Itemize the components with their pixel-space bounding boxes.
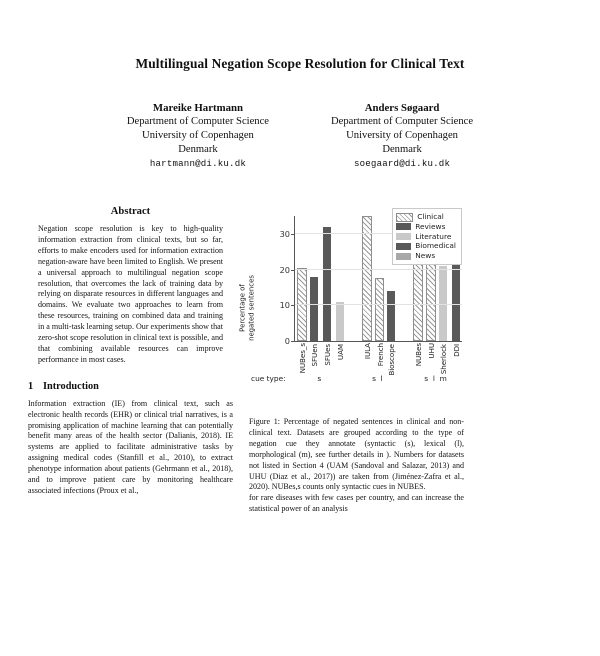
gridline [295,304,462,305]
y-axis-label: Percentage of negated sentences [238,275,255,342]
legend-label: Clinical [417,212,444,222]
cue-type-marker: s [317,374,323,384]
author-name: Anders Søgaard [364,102,440,114]
legend-item [396,251,456,261]
paper-page [0,56,600,656]
legend-swatch-icon [396,243,411,250]
legend-item [396,232,456,242]
figure-caption-text: Figure 1: Percentage of negated sentences in clinical and non-clinical text. Datasets are grouped according to the type of negation cue they annotate (syntactic (s), lexical (l), morphological (m), see further details in ). Numbers for datasets not listed in Section 4 (UAM (Sandoval and Salazar, 2013) and UHU (Diaz et al., 2017)) are taken from (Jiménez-Zafra et al., 2020). NUBes,s counts only syntactic cues in [249,417,464,492]
figure-1 [238,208,464,493]
x-axis-tick-label: NUBes_s [298,343,308,374]
y-axis-tick: 10 [279,300,290,311]
y-axis-tick: 0 [284,336,290,347]
author-email: hartmann@di.ku.dk [149,158,247,170]
chart-bar [335,302,345,361]
chart-bar [310,277,320,367]
cue-type-row [249,374,464,386]
cue-type-marker: s l m [424,374,449,384]
section-number: 1 [28,380,34,392]
x-axis-tick-label: IULA [362,343,372,360]
x-axis-tick-label: SFUes [323,344,333,366]
legend-item [396,241,456,251]
author-department: Department of Computer Science [331,116,474,128]
x-axis-tick-label: Sherlock [438,344,448,375]
legend-label: Biomedical [415,241,456,251]
x-axis-tick-label: UHU [426,343,436,359]
x-axis-tick-label: NUBes [414,343,424,367]
cue-type-label: cue type: [251,374,286,384]
abstract-heading: Abstract [110,206,151,218]
legend-label: News [415,251,436,261]
author-university: University of Copenhagen [142,129,254,141]
introduction-paragraph: Information extraction (IE) from clinical text, such as electronic health records (EHR) or clinical trial narratives, is a promising application of machine learning that can potentially benefit many areas of the health sector (Dalianis, 2018). IE systems are applied to facilitate administrative tasks by assigning medical codes (Stanfill et al., 2010), to extract phenotype information about patients (Gehrmann et al., 2018), and to improve patient care by monitoring healthcare associated infections (Proux et al., [28,398,233,495]
chart-bar [387,291,397,376]
author-name: Mareike Hartmann [152,102,243,114]
legend-swatch-icon [396,233,411,240]
legend-swatch-icon [396,253,411,260]
author-department: Department of Computer Science [126,116,269,128]
legend-swatch-icon [396,223,411,230]
legend-swatch-icon [396,213,413,222]
chart-bar [451,263,461,358]
author-email: soegaard@di.ku.dk [353,158,451,170]
section-title: Introduction [43,380,99,392]
x-axis-tick-label: DDI [451,344,461,358]
negated-sentences-bar-chart [238,208,464,408]
author-country: Denmark [178,143,218,155]
author-entry [127,101,269,170]
cue-type-marker: s l [372,374,384,384]
author-entry [331,101,473,170]
figure-caption-smallcaps: NUBES [397,482,424,492]
abstract-text: Negation scope resolution is key to high-quality information extraction from clinical texts, but so far, efforts to make encoders used for information extraction negation-aware have been limited to English. We present a universal approach to multilingual negation scope resolution, that overcomes the lack of training data by relying on disparate resources in different languages and domains. We evaluate two approaches to learn from these resources, training on combined data and training in a multi-task learning setup. Our experiments show that zero-shot scope resolution in clinical text is possible, and that combining available resources can improve performance in most cases. [38,224,223,364]
author-block [28,101,572,170]
y-axis-tick: 30 [279,229,290,239]
chart-legend [392,208,462,265]
legend-label: Reviews [415,221,446,231]
chart-bar [362,216,372,360]
x-axis-tick-label: UAM [335,344,345,361]
x-axis-tick-label: SFUen [310,344,320,367]
page-title: Multilingual Negation Scope Resolution for Clinical Text [135,56,465,71]
legend-item [396,222,456,232]
y-axis-tick: 20 [279,264,290,275]
section-heading-introduction [28,381,233,392]
left-column [28,206,233,521]
chart-bar [323,227,333,366]
abstract-section [28,206,233,366]
x-axis-tick-label: Bioscope [387,344,397,376]
author-university: University of Copenhagen [346,129,458,141]
x-axis-tick-label: French [375,343,385,367]
figure-caption [249,417,464,493]
chart-bar [375,278,385,367]
figure-caption-tail: . [423,482,426,492]
gridline [295,269,462,270]
right-column [238,206,464,521]
right-column-continuation: for rare diseases with few cases per country, and can increase the statistical power of an analysis [249,493,464,514]
author-country: Denmark [382,143,422,155]
legend-item [396,212,456,222]
legend-label: Literature [415,231,452,241]
two-column-body [28,206,572,521]
